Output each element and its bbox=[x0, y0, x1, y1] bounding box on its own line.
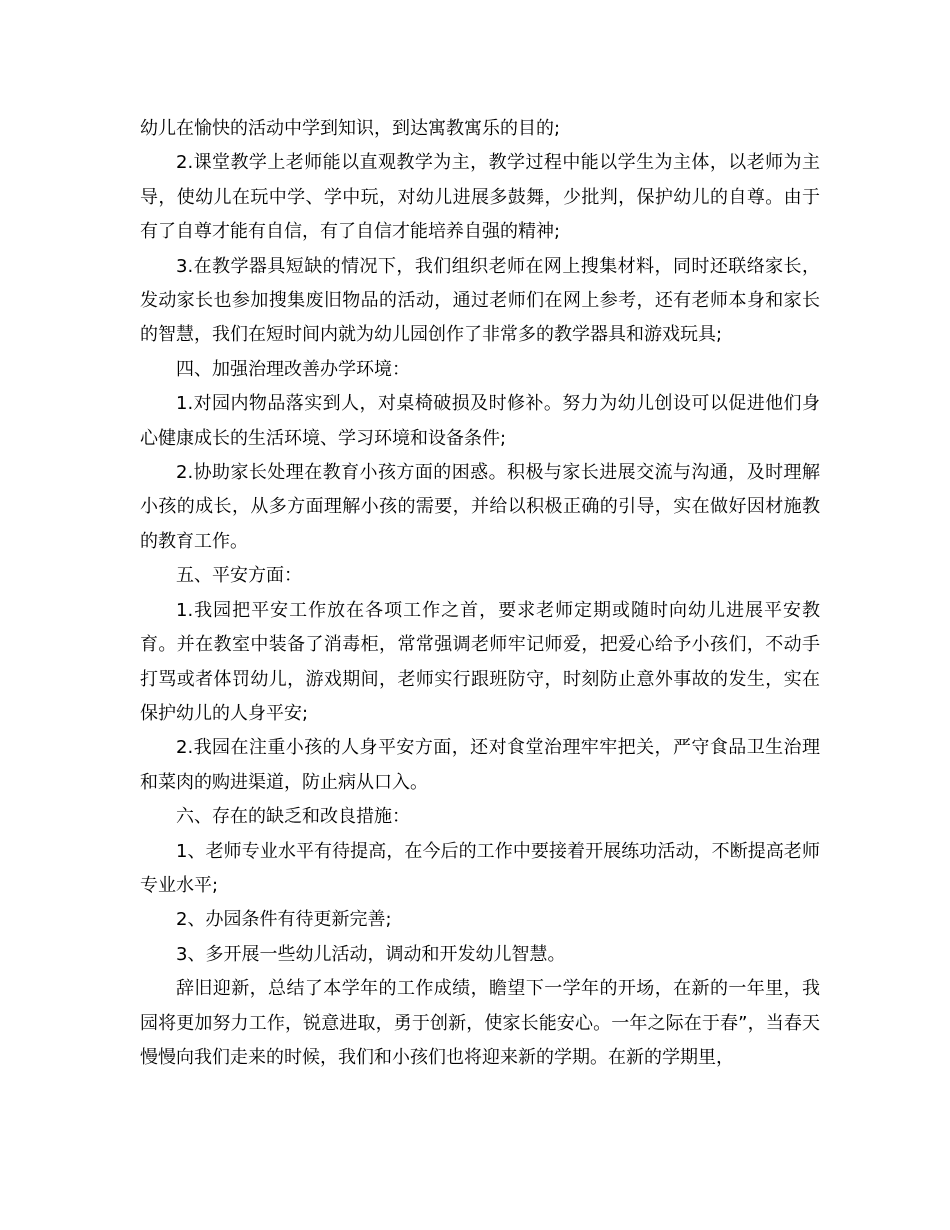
paragraph-item-3-activities: 3、多开展一些幼儿活动，调动和开发幼儿智慧。 bbox=[176, 943, 566, 965]
paragraph-item-2-teaching: 2.课堂教学上老师能以直观教学为主，教学过程中能以学生为主体，以老师为主导，使幼儿在玩中学、学中玩，对幼儿进展多鼓舞，少批判，保护幼儿的自尊。由于有了自尊才能有自信，有了自信才能培养自强的精神; bbox=[140, 152, 820, 243]
paragraph-conclusion: 辞旧迎新，总结了本学年的工作成绩，瞻望下一学年的开场，在新的一年里，我园将更加努力工作，锐意进取，勇于创新，使家长能安心。一年之际在于春”，当春天慢慢向我们走来的时候，我们和小孩们也将迎来新的学期。在新的学期里， bbox=[140, 978, 820, 1068]
paragraph-item-2-conditions: 2、办园条件有待更新完善; bbox=[176, 909, 392, 931]
section-heading-5: 五、平安方面： bbox=[176, 565, 302, 587]
paragraph-item-3-teaching-tools: 3.在教学器具短缺的情况下，我们组织老师在网上搜集材料，同时还联络家长，发动家长也参加搜集废旧物品的活动，通过老师们在网上参考，还有老师本身和家长的智慧，我们在短时间内就为幼儿园创作了非常多的教学器具和游戏玩具; bbox=[140, 255, 820, 346]
paragraph-item-2-food-safety: 2.我园在注重小孩的人身平安方面，还对食堂治理牢牢把关，严守食品卫生治理和菜肉的购进渠道，防止病从口入。 bbox=[140, 737, 820, 793]
document-body bbox=[140, 112, 820, 1075]
section-heading-6: 六、存在的缺乏和改良措施： bbox=[176, 806, 410, 828]
paragraph-item-1-safety: 1.我园把平安工作放在各项工作之首，要求老师定期或随时向幼儿进展平安教育。并在教室中装备了消毒柜，常常强调老师牢记师爱，把爱心给予小孩们，不动手打骂或者体罚幼儿，游戏期间，老师实行跟班防守，时刻防止意外事故的发生，实在保护幼儿的人身平安; bbox=[140, 599, 820, 724]
paragraph-item-1-facilities: 1.对园内物品落实到人，对桌椅破损及时修补。努力为幼儿创设可以促进他们身心健康成长的生活环境、学习环境和设备条件; bbox=[140, 393, 820, 449]
section-heading-4: 四、加强治理改善办学环境： bbox=[176, 358, 410, 380]
paragraph-continuation: 幼儿在愉快的活动中学到知识，到达寓教寓乐的目的; bbox=[140, 118, 561, 139]
paragraph-item-2-parents: 2.协助家长处理在教育小孩方面的困惑。积极与家长进展交流与沟通，及时理解小孩的成长，从多方面理解小孩的需要，并给以积极正确的引导，实在做好因材施教的教育工作。 bbox=[140, 462, 820, 552]
paragraph-item-1-teacher-skill: 1、老师专业水平有待提高，在今后的工作中要接着开展练功活动，不断提高老师专业水平; bbox=[140, 840, 820, 896]
